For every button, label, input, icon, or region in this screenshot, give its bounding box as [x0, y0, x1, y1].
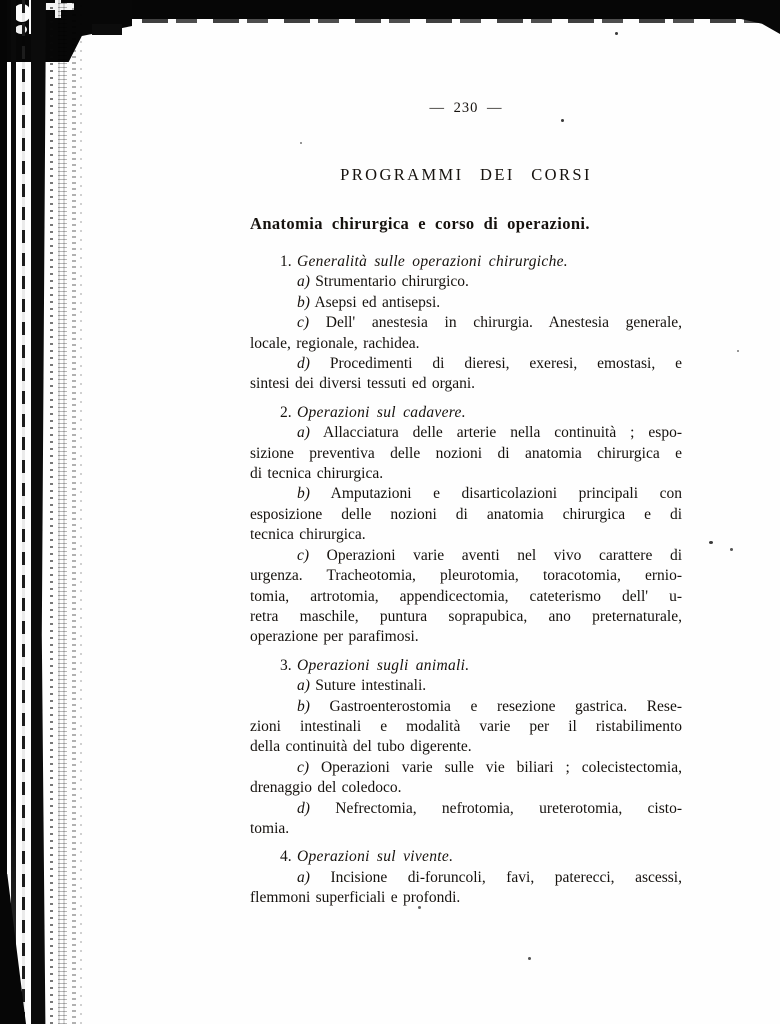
scan-speck: [615, 32, 618, 35]
item-marker: c): [297, 546, 310, 564]
program-line: sintesi dei diversi tessuti ed organi.: [250, 375, 476, 393]
program-line: [250, 313, 682, 333]
section-title: Operazioni sul cadavere.: [297, 403, 466, 421]
scan-speck: [300, 142, 302, 144]
scan-white-blob: [15, 25, 27, 34]
item-marker: a): [297, 677, 310, 695]
line-text: Allacciatura delle arterie nella continuità ; espo-: [323, 424, 682, 442]
program-line: [250, 758, 682, 778]
section-title: Generalità sulle operazioni chirurgiche.: [297, 253, 568, 270]
binding-stripe: [31, 0, 46, 1024]
item-marker: c): [297, 758, 310, 776]
section-number: 2.: [280, 403, 292, 421]
program-line: esposizione delle nozioni di anatomia chirurgica e di: [250, 505, 682, 523]
binding-stripe: [0, 0, 7, 1024]
scan-speck: [561, 119, 564, 122]
program-line: operazione per parafimosi.: [250, 628, 419, 646]
program-line: [250, 484, 682, 504]
scan-speck: [528, 957, 531, 960]
line-text: Strumentario chirurgico.: [315, 273, 469, 291]
program-line: locale, regionale, rachidea.: [250, 334, 420, 352]
line-text: Operazioni varie sulle vie biliari ; colecistectomia,: [320, 758, 682, 776]
section-title: Operazioni sugli animali.: [297, 656, 470, 674]
scan-speck: [737, 350, 739, 352]
line-text: Procedimenti di dieresi, exeresi, emostasi, e: [329, 355, 683, 373]
section-heading: [250, 847, 682, 867]
program-line: [250, 293, 682, 313]
item-marker: b): [297, 293, 310, 311]
program-line: di tecnica chirurgica.: [250, 465, 384, 483]
binding-noise: [58, 0, 67, 1024]
line-text: Asepsi ed antisepsi.: [314, 293, 441, 311]
binding-noise: [72, 0, 76, 1024]
course-program-text: [250, 244, 682, 909]
program-line: tomia, artrotomia, appendicectomia, cateterismo dell' u-: [250, 587, 682, 605]
item-marker: b): [297, 697, 310, 715]
item-marker: c): [297, 314, 310, 332]
program-line: tecnica chirurgica.: [250, 526, 366, 544]
line-text: Incisione di-foruncoli, favi, paterecci, ascessi,: [330, 868, 682, 886]
item-marker: a): [297, 273, 310, 291]
scan-speck: [709, 541, 713, 544]
line-text: Suture intestinali.: [315, 677, 427, 695]
binding-noise: [80, 0, 82, 1024]
binding-stripe: [11, 0, 16, 1024]
program-line: drenaggio del coledoco.: [250, 779, 402, 797]
section-title: Operazioni sul vivente.: [297, 848, 454, 866]
line-text: Dell' anestesia in chirurgia. Anestesia generale,: [325, 314, 682, 332]
chapter-heading: Anatomia chirurgica e corso di operazioni.: [250, 214, 590, 233]
program-line: tomia.: [250, 819, 290, 837]
item-marker: a): [297, 868, 310, 886]
page-number: — 230 —: [429, 100, 503, 116]
section-number: 1.: [280, 253, 292, 270]
program-line: della continuità del tubo digerente.: [250, 738, 472, 756]
item-marker: d): [297, 799, 310, 817]
program-line: [250, 546, 682, 566]
scan-speck: [730, 548, 733, 551]
program-line: sizione preventiva delle nozioni di anatomia chirurgica e: [250, 444, 682, 462]
program-line: flemmoni superficiali e profondi.: [250, 889, 461, 907]
item-marker: b): [297, 485, 310, 503]
program-line: [250, 272, 682, 292]
program-line: [250, 676, 682, 696]
line-text: Nefrectomia, nefrotomia, ureterotomia, cisto-: [335, 799, 682, 817]
scan-top-right-blob: [740, 0, 780, 34]
line-text: Operazioni varie aventi nel vivo carattere di: [326, 546, 682, 564]
line-text: Amputazioni e disarticolazioni principali con: [330, 485, 682, 503]
scan-dark-blob: [92, 24, 122, 35]
section-number: 3.: [280, 656, 292, 674]
program-line: urgenza. Tracheotomia, pleurotomia, toracotomia, ernio-: [250, 567, 682, 585]
section-heading: [250, 656, 682, 676]
program-line: zioni intestinali e modalità varie per il ristabilimento: [250, 717, 682, 735]
line-text: Gastroenterostomia e resezione gastrica. Rese-: [329, 697, 682, 715]
section-number: 4.: [280, 848, 292, 866]
program-line: [250, 868, 682, 888]
program-line: [250, 799, 682, 819]
binding-noise: [50, 0, 53, 1024]
section-heading: [250, 252, 682, 272]
program-line: [250, 423, 682, 443]
page-title: PROGRAMMI DEI CORSI: [340, 165, 592, 184]
program-line: [250, 697, 682, 717]
binding-stripe-dashed: [22, 0, 25, 1024]
item-marker: a): [297, 424, 310, 442]
program-line: retra maschile, puntura soprapubica, ano preternaturale,: [250, 607, 682, 625]
program-line: [250, 354, 682, 374]
item-marker: d): [297, 355, 310, 373]
section-heading: [250, 403, 682, 423]
